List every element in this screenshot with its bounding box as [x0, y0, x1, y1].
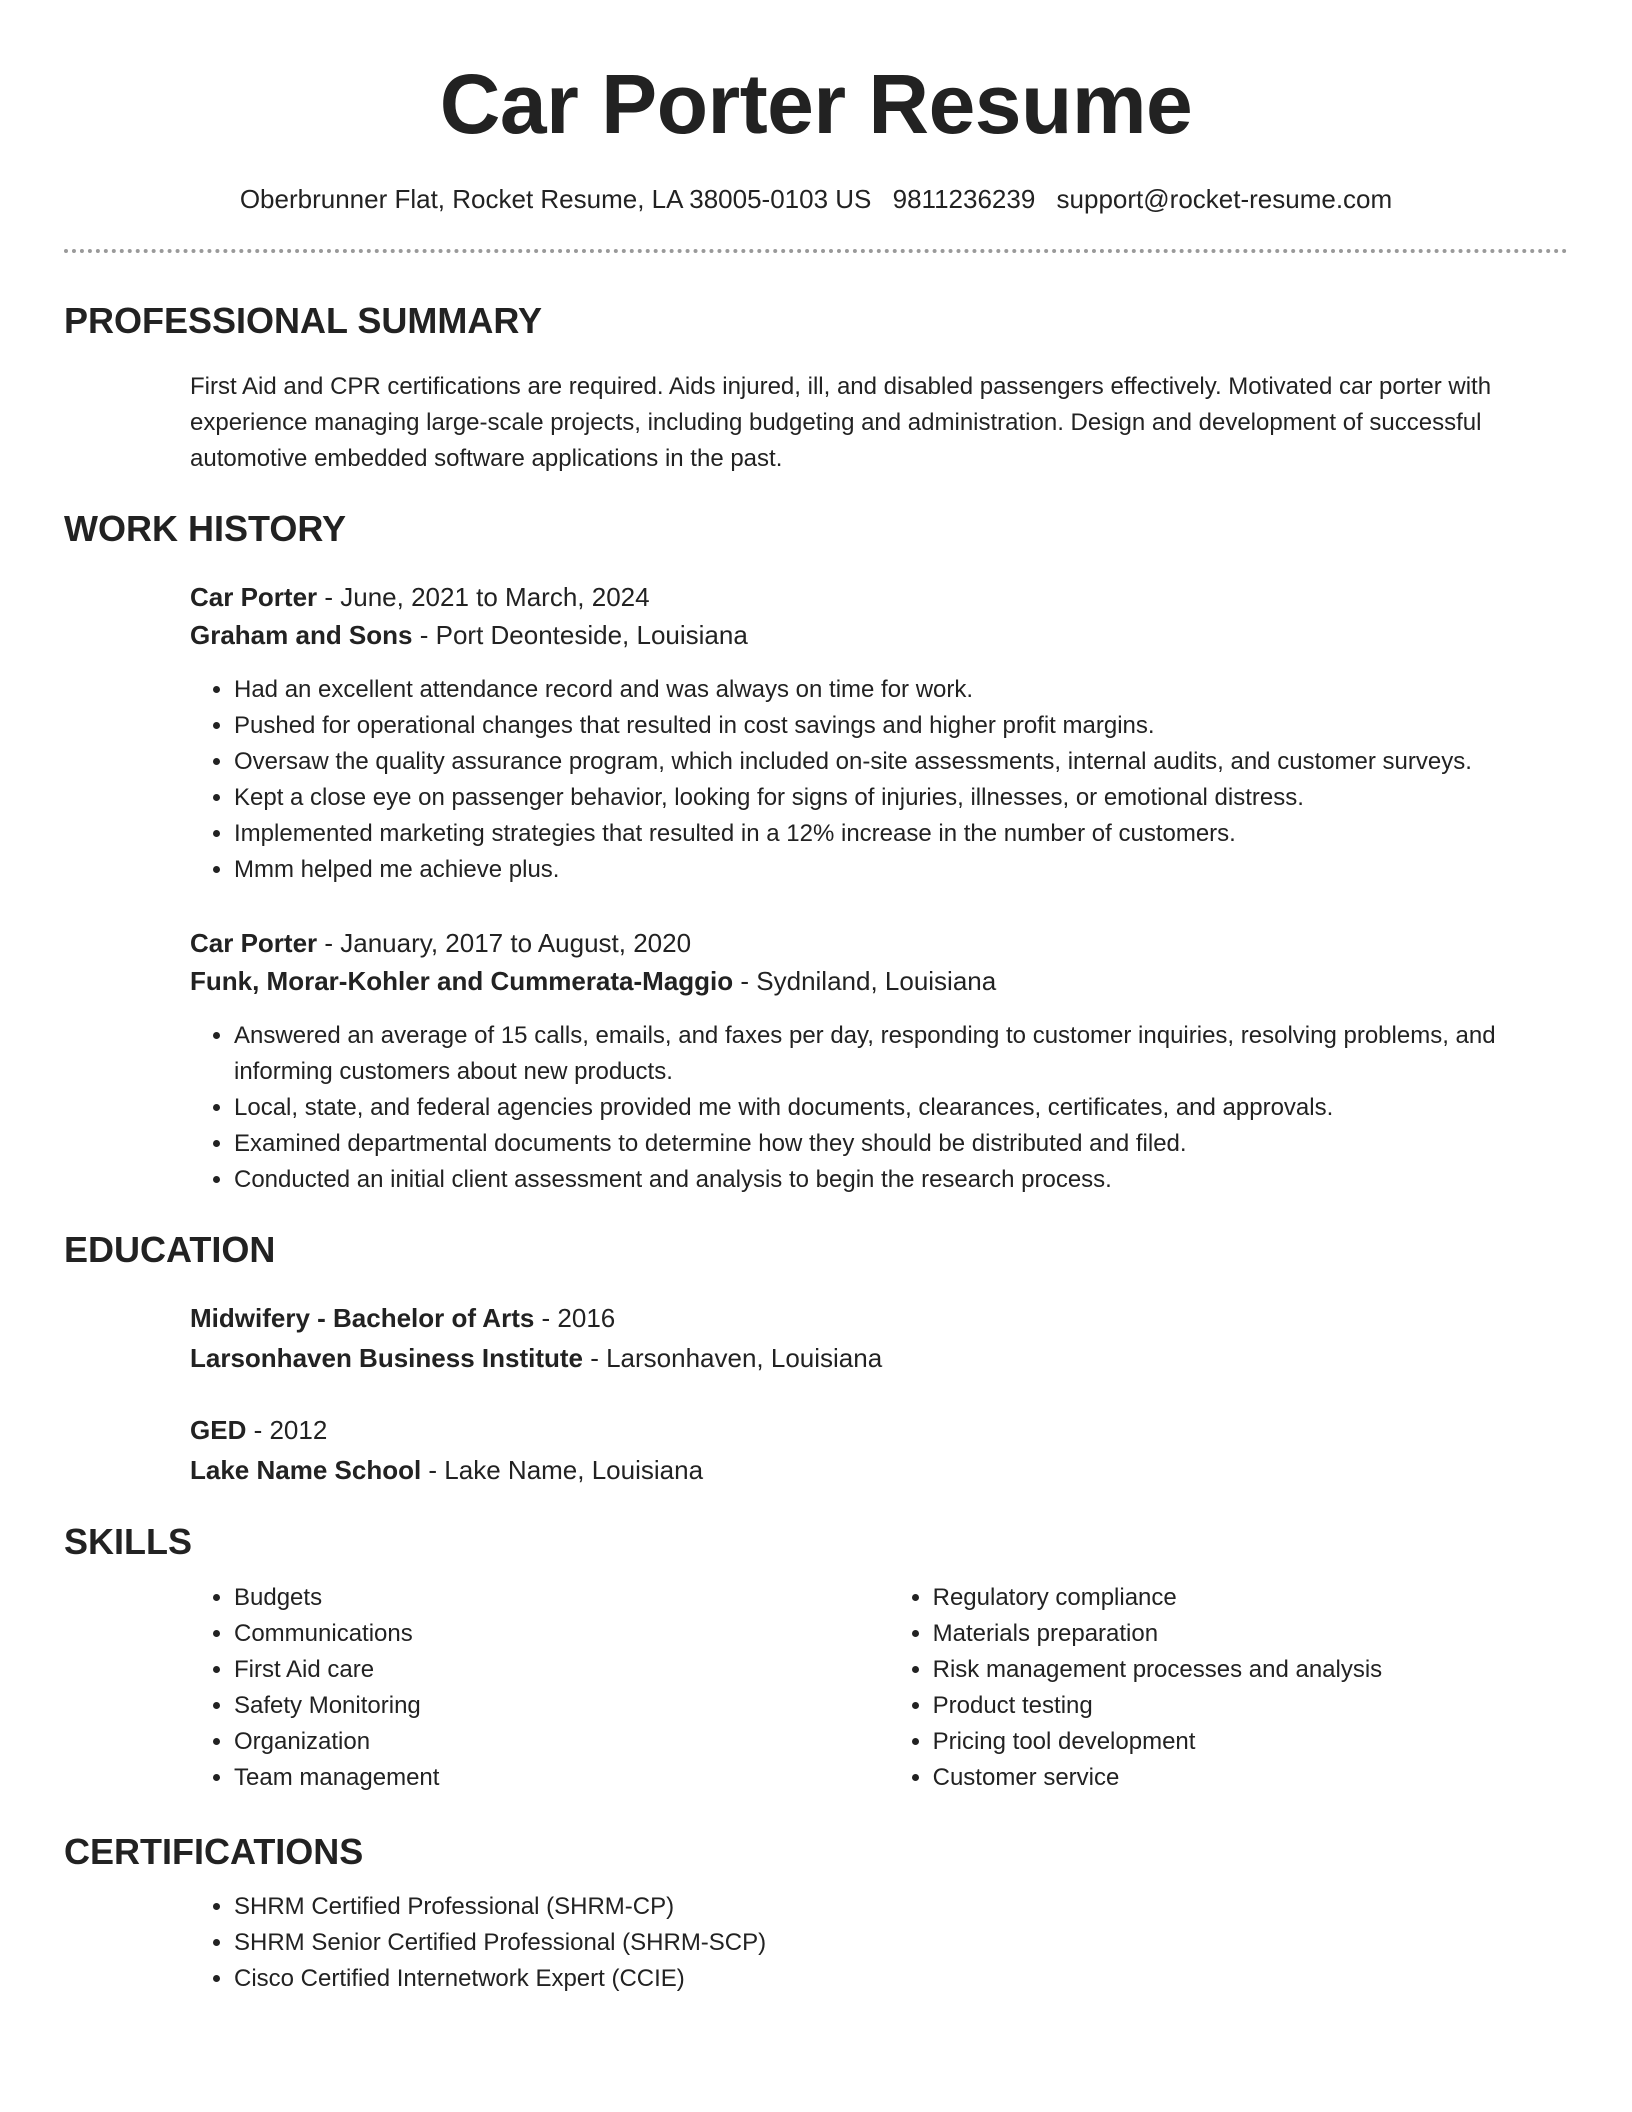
job-location: - Port Deonteside, Louisiana: [412, 620, 748, 651]
certification-item: • SHRM Certified Professional (SHRM-CP): [234, 1889, 1568, 1925]
job-duty: • Conducted an initial client assessment and analysis to begin the research process.: [234, 1162, 1568, 1198]
job-duty: • Answered an average of 15 calls, emails, and faxes per day, responding to customer inquiries, resolving problems, and informing customers about new products.: [234, 1018, 1568, 1090]
job-duty: • Had an excellent attendance record and was always on time for work.: [234, 672, 1568, 708]
job-entry: [190, 924, 1568, 1198]
job-duty: • Implemented marketing strategies that resulted in a 12% increase in the number of customers.: [234, 816, 1568, 852]
certification-item: • SHRM Senior Certified Professional (SHRM-SCP): [234, 1925, 1568, 1961]
section-title-education: EDUCATION: [64, 1229, 276, 1271]
job-dates: - June, 2021 to March, 2024: [317, 582, 650, 613]
education-school: Larsonhaven Business Institute: [190, 1342, 583, 1373]
education-degree: Midwifery - Bachelor of Arts: [190, 1302, 535, 1333]
education-school-line: [190, 1450, 1568, 1490]
education-year: - 2016: [534, 1302, 616, 1333]
job-duty: • Mmm helped me achieve plus.: [234, 852, 1568, 888]
education-location: - Lake Name, Louisiana: [421, 1454, 704, 1485]
job-duties-list: [190, 1018, 1568, 1198]
job-title: Car Porter: [190, 928, 318, 959]
job-title: Car Porter: [190, 582, 318, 613]
job-duties-list: [190, 672, 1568, 888]
skill-item: • Customer service: [933, 1760, 1568, 1796]
skill-item: • Pricing tool development: [933, 1724, 1568, 1760]
education-year: - 2012: [246, 1414, 328, 1445]
certifications-section: [64, 1889, 1568, 1997]
education-degree-line: [190, 1298, 1568, 1338]
summary-section: [64, 369, 1568, 477]
job-company: Graham and Sons: [190, 620, 413, 651]
header-divider: [64, 249, 1568, 253]
summary-text: First Aid and CPR certifications are required. Aids injured, ill, and disabled passengers effectively. Motivated car porter with experience managing large-scale projects, including budgeting and administration. Design and development of successful automotive embedded software applications in the past.: [190, 372, 1492, 472]
job-entry: [190, 578, 1568, 888]
education-school-line: [190, 1338, 1568, 1378]
job-duty: • Local, state, and federal agencies provided me with documents, clearances, certificates, and approvals.: [234, 1090, 1568, 1126]
section-title-work-history: WORK HISTORY: [64, 507, 347, 549]
job-duty: • Examined departmental documents to determine how they should be distributed and filed.: [234, 1126, 1568, 1162]
skill-item: • First Aid care: [234, 1652, 889, 1688]
education-location: - Larsonhaven, Louisiana: [582, 1342, 883, 1373]
resume-title: Car Porter Resume: [439, 57, 1193, 151]
section-title-skills: SKILLS: [64, 1520, 193, 1562]
job-title-line: [190, 924, 1568, 962]
education-section: [64, 1298, 1568, 1490]
section-title-summary: PROFESSIONAL SUMMARY: [64, 300, 543, 342]
skills-list-left: [190, 1580, 889, 1796]
job-company: Funk, Morar-Kohler and Cummerata-Maggio: [190, 966, 734, 997]
skill-item: • Safety Monitoring: [234, 1688, 889, 1724]
skill-item: • Product testing: [933, 1688, 1568, 1724]
job-location: - Sydniland, Louisiana: [733, 966, 997, 997]
skill-item: • Communications: [234, 1616, 889, 1652]
work-history-section: [64, 578, 1568, 1198]
contact-phone: 9811236239: [892, 184, 1036, 214]
skills-section: [64, 1580, 1568, 1796]
job-company-line: [190, 962, 1568, 1000]
job-dates: - January, 2017 to August, 2020: [317, 928, 692, 959]
education-degree-line: [190, 1410, 1568, 1450]
skill-item: • Regulatory compliance: [933, 1580, 1568, 1616]
job-duty: • Pushed for operational changes that resulted in cost savings and higher profit margins.: [234, 708, 1568, 744]
skill-item: • Materials preparation: [933, 1616, 1568, 1652]
education-school: Lake Name School: [190, 1454, 422, 1485]
skill-item: • Organization: [234, 1724, 889, 1760]
job-title-line: [190, 578, 1568, 616]
certification-item: • Cisco Certified Internetwork Expert (CCIE): [234, 1961, 1568, 1997]
education-degree: GED: [190, 1414, 247, 1445]
job-company-line: [190, 616, 1568, 654]
contact-line: [64, 184, 1568, 215]
education-entry: [190, 1298, 1568, 1378]
skill-item: • Risk management processes and analysis: [933, 1652, 1568, 1688]
section-title-certifications: CERTIFICATIONS: [64, 1830, 364, 1872]
skill-item: • Budgets: [234, 1580, 889, 1616]
certifications-list: [190, 1889, 1568, 1997]
skill-item: • Team management: [234, 1760, 889, 1796]
skills-list-right: [889, 1580, 1568, 1796]
job-duty: • Kept a close eye on passenger behavior, looking for signs of injuries, illnesses, or emotional distress.: [234, 780, 1568, 816]
contact-email: support@rocket-resume.com: [1056, 184, 1393, 214]
job-duty: • Oversaw the quality assurance program, which included on-site assessments, internal audits, and customer surveys.: [234, 744, 1568, 780]
skills-grid: [190, 1580, 1568, 1796]
education-entry: [190, 1410, 1568, 1490]
contact-address: Oberbrunner Flat, Rocket Resume, LA 38005-0103 US: [239, 184, 872, 214]
